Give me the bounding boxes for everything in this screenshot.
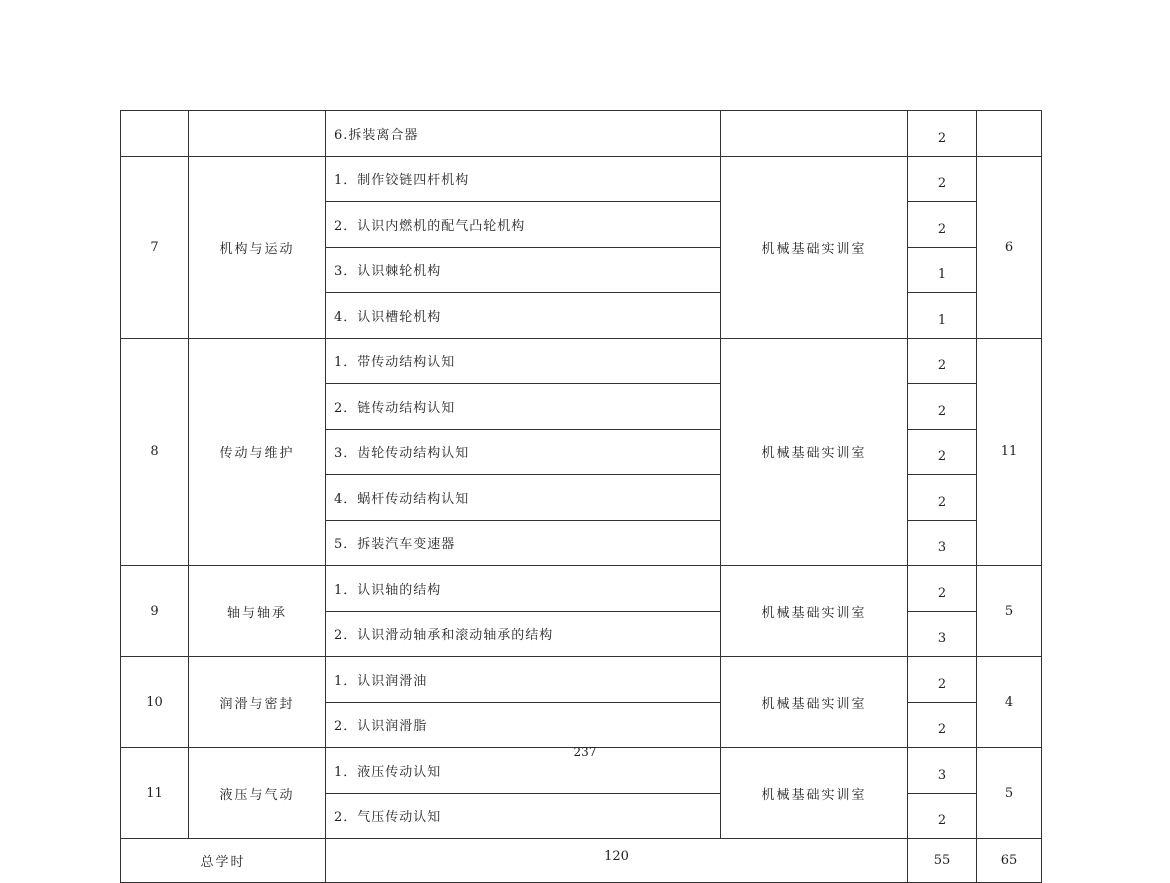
module-name-cell: 机构与运动 — [189, 156, 326, 338]
hours-cell: 2 — [908, 156, 977, 202]
table-row — [121, 566, 1042, 612]
module-name-cell: 液压与气动 — [189, 748, 326, 839]
training-item-cell: 2．链传动结构认知 — [326, 384, 721, 430]
module-total-cell: 4 — [977, 657, 1042, 748]
row-number-cell: 8 — [121, 338, 189, 566]
hours-cell: 1 — [908, 293, 977, 339]
training-item-cell: 3．齿轮传动结构认知 — [326, 429, 721, 475]
table-row — [121, 657, 1042, 703]
total-hours-value: 120 — [326, 839, 908, 883]
training-item-cell: 1．制作铰链四杆机构 — [326, 156, 721, 202]
hours-cell: 2 — [908, 793, 977, 839]
row-number-cell — [121, 111, 189, 157]
module-name-cell: 轴与轴承 — [189, 566, 326, 657]
training-item-cell: 4．认识槽轮机构 — [326, 293, 721, 339]
hours-cell: 3 — [908, 748, 977, 794]
training-item-cell: 2．认识内燃机的配气凸轮机构 — [326, 202, 721, 248]
hours-cell: 3 — [908, 611, 977, 657]
location-cell — [721, 111, 908, 157]
hours-cell: 2 — [908, 429, 977, 475]
module-total-cell: 11 — [977, 338, 1042, 566]
hours-cell: 1 — [908, 247, 977, 293]
training-item-cell: 2．认识滑动轴承和滚动轴承的结构 — [326, 611, 721, 657]
hours-cell: 2 — [908, 338, 977, 384]
hours-cell: 3 — [908, 520, 977, 566]
module-total-cell: 6 — [977, 156, 1042, 338]
hours-cell: 2 — [908, 657, 977, 703]
module-total-cell: 5 — [977, 566, 1042, 657]
training-item-cell: 2．气压传动认知 — [326, 793, 721, 839]
table-row — [121, 338, 1042, 384]
location-cell: 机械基础实训室 — [721, 338, 908, 566]
module-name-cell: 润滑与密封 — [189, 657, 326, 748]
training-item-cell: 1．认识轴的结构 — [326, 566, 721, 612]
training-item-cell: 3．认识棘轮机构 — [326, 247, 721, 293]
training-item-cell: 4．蜗杆传动结构认知 — [326, 475, 721, 521]
row-number-cell: 10 — [121, 657, 189, 748]
training-item-cell: 6.拆装离合器 — [326, 111, 721, 157]
location-cell: 机械基础实训室 — [721, 657, 908, 748]
table-row — [121, 156, 1042, 202]
hours-cell: 2 — [908, 384, 977, 430]
module-total-cell: 5 — [977, 748, 1042, 839]
training-item-cell: 1．液压传动认知 — [326, 748, 721, 794]
hours-cell: 2 — [908, 111, 977, 157]
curriculum-table — [120, 110, 1042, 883]
hours-cell: 2 — [908, 566, 977, 612]
practice-hours-total: 55 — [908, 839, 977, 883]
table-row — [121, 111, 1042, 157]
row-number-cell: 7 — [121, 156, 189, 338]
module-total-cell — [977, 111, 1042, 157]
hours-cell: 2 — [908, 702, 977, 748]
hours-cell: 2 — [908, 202, 977, 248]
location-cell: 机械基础实训室 — [721, 156, 908, 338]
location-cell: 机械基础实训室 — [721, 566, 908, 657]
module-name-cell — [189, 111, 326, 157]
training-item-cell: 2．认识润滑脂 — [326, 702, 721, 748]
training-item-cell: 5．拆装汽车变速器 — [326, 520, 721, 566]
module-name-cell: 传动与维护 — [189, 338, 326, 566]
theory-hours-total: 65 — [977, 839, 1042, 883]
location-cell: 机械基础实训室 — [721, 748, 908, 839]
page-number: 237 — [573, 745, 597, 759]
footer-row — [121, 839, 1042, 883]
row-number-cell: 11 — [121, 748, 189, 839]
training-item-cell: 1．带传动结构认知 — [326, 338, 721, 384]
hours-cell: 2 — [908, 475, 977, 521]
row-number-cell: 9 — [121, 566, 189, 657]
training-item-cell: 1．认识润滑油 — [326, 657, 721, 703]
total-hours-label: 总学时 — [121, 839, 326, 883]
